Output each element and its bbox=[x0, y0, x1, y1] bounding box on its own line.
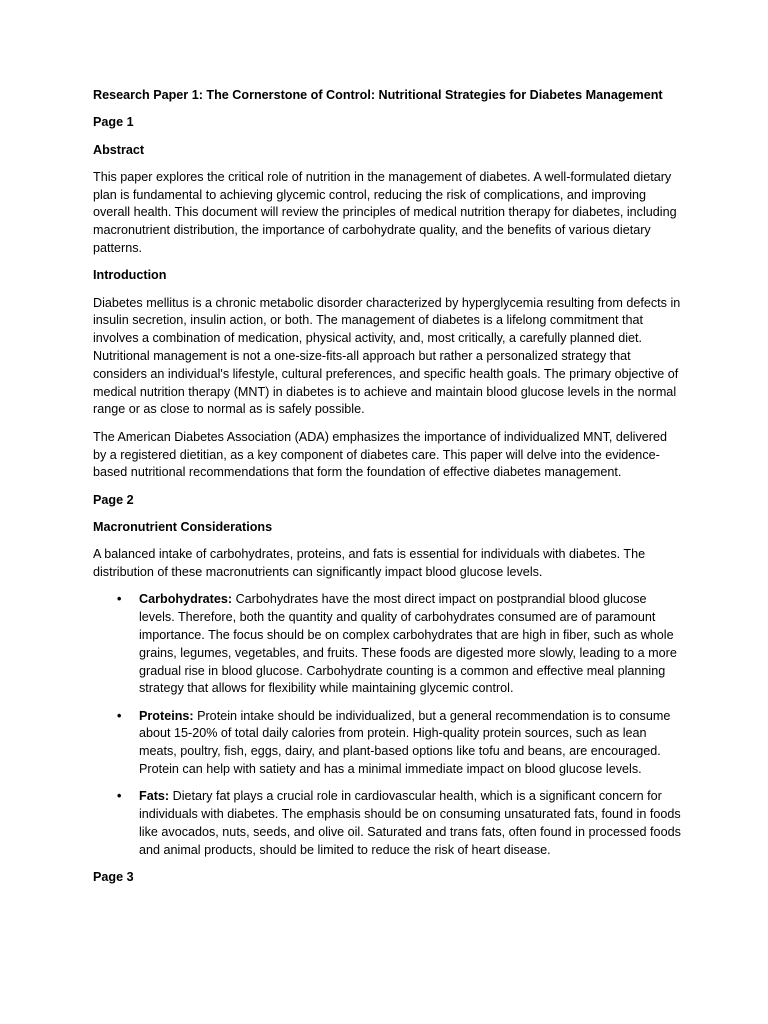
list-item-term: Proteins: bbox=[139, 708, 194, 723]
abstract-paragraph: This paper explores the critical role of nutrition in the management of diabetes. A well-formulated dietary plan is fundamental to achieving glycemic control, reducing the risk of complications, and improving overall health. This document will review the principles of medical nutrition therapy for diabetes, including macronutrient distribution, the importance of carbohydrate quality, and the benefits of various dietary patterns. bbox=[93, 169, 677, 256]
macronutrient-list bbox=[93, 591, 683, 859]
macronutrient-intro-paragraph: A balanced intake of carbohydrates, proteins, and fats is essential for individuals with diabetes. The distribution of these macronutrients can significantly impact blood glucose levels. bbox=[93, 547, 646, 580]
introduction-paragraph-1: Diabetes mellitus is a chronic metabolic disorder characterized by hyperglycemia resulting from defects in insulin secretion, insulin action, or both. The management of diabetes is a lifelong commitment that involves a combination of medication, physical activity, and, most critically, a carefully planned diet. Nutritional management is not a one-size-fits-all approach but rather a personalized strategy that considers an individual's lifestyle, cultural preferences, and specific health goals. The primary objective of medical nutrition therapy (MNT) in diabetes is to achieve and maintain blood glucose levels in the normal range or as close to normal as is safely possible. bbox=[93, 295, 681, 417]
introduction-heading: Introduction bbox=[93, 268, 167, 283]
introduction-paragraph-2: The American Diabetes Association (ADA) emphasizes the importance of individualized MNT, delivered by a registered dietitian, as a key component of diabetes care. This paper will delve into the evidence-based nutritional recommendations that form the foundation of effective diabetes management. bbox=[93, 429, 667, 480]
list-item-term: Carbohydrates: bbox=[139, 592, 233, 607]
page-3-label: Page 3 bbox=[93, 869, 134, 884]
bullet-icon: • bbox=[117, 592, 122, 607]
list-item-fats bbox=[93, 788, 683, 859]
page-2-label: Page 2 bbox=[93, 492, 134, 507]
list-item-term: Fats: bbox=[139, 789, 170, 804]
bullet-icon: • bbox=[117, 789, 122, 804]
list-item-text: Protein intake should be individualized, but a general recommendation is to consume about 15-20% of total daily calories from protein. High-quality protein sources, such as lean meats, poultry, fish, eggs, dairy, and plant-based options like tofu and beans, are encouraged. Protein can help with satiety and has a minimal immediate impact on blood glucose levels. bbox=[139, 708, 671, 776]
list-item-text: Dietary fat plays a crucial role in cardiovascular health, which is a significant concern for individuals with diabetes. The emphasis should be on consuming unsaturated fats, found in foods like avocados, nuts, seeds, and olive oil. Saturated and trans fats, often found in processed foods and animal products, should be limited to reduce the risk of heart disease. bbox=[139, 789, 681, 857]
abstract-heading: Abstract bbox=[93, 142, 145, 157]
paper-title: Research Paper 1: The Cornerstone of Control: Nutritional Strategies for Diabetes Management bbox=[93, 88, 663, 102]
macronutrient-heading: Macronutrient Considerations bbox=[93, 519, 273, 534]
page-1-label: Page 1 bbox=[93, 115, 134, 130]
bullet-icon: • bbox=[117, 708, 122, 723]
list-item-carbohydrates bbox=[93, 591, 683, 698]
list-item-text: Carbohydrates have the most direct impact on postprandial blood glucose levels. Therefore, both the quantity and quality of carbohydrates consumed are of paramount importance. The focus should be on complex carbohydrates that are high in fiber, such as whole grains, legumes, vegetables, and fruits. These foods are digested more slowly, leading to a more gradual rise in blood glucose. Carbohydrate counting is a common and effective meal planning strategy that allows for flexibility while maintaining glycemic control. bbox=[139, 592, 677, 696]
document-page bbox=[93, 87, 683, 896]
list-item-proteins bbox=[93, 708, 683, 779]
